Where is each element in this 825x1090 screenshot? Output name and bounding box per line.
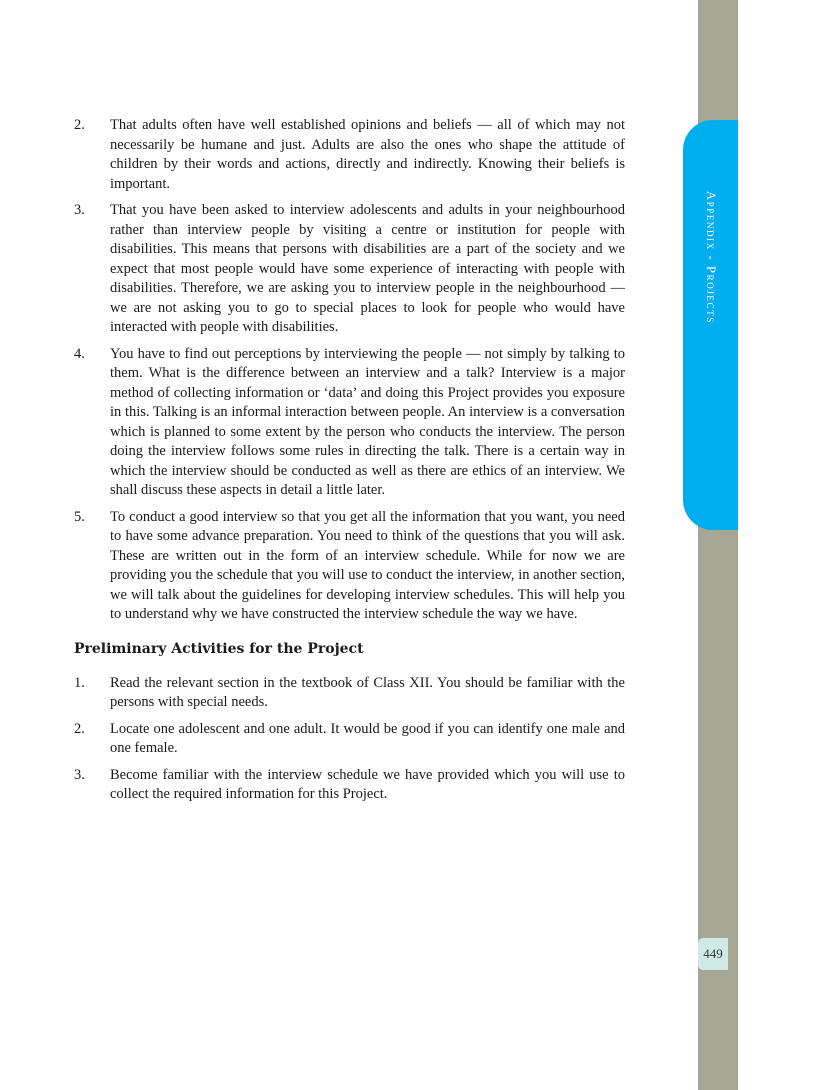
list-item xyxy=(74,345,625,501)
item-number: 3. xyxy=(74,202,85,218)
item-number: 1. xyxy=(74,674,85,691)
item-text: Become familiar with the interview schedule we have provided which you will use to collect the required information for this Project. xyxy=(110,766,625,802)
reasons-list xyxy=(74,116,625,625)
list-item xyxy=(74,508,625,625)
item-number: 2. xyxy=(74,720,85,737)
list-item xyxy=(74,720,625,759)
chapter-tab-label: Appendix - Projects xyxy=(704,191,718,324)
item-text: To conduct a good interview so that you get all the information that you want, you need to have some advance preparation. You need to think of the questions that you will ask. These are written out in the form of an interview schedule. While for now we are providing you the schedule that you will use to conduct the interview, in another section, we will talk about the guidelines for developing interview schedules. This will help you to understand why we have constructed the interview schedule the way we have. xyxy=(110,508,625,622)
item-text: Locate one adolescent and one adult. It would be good if you can identify one male and one female. xyxy=(110,720,625,756)
item-number: 2. xyxy=(74,117,85,133)
page-number: 449 xyxy=(698,938,728,970)
list-item xyxy=(74,674,625,713)
list-item xyxy=(74,766,625,805)
list-item xyxy=(74,201,625,338)
item-text: You have to find out perceptions by interviewing the people — not simply by talking to them. What is the difference between an interview and a talk? Interview is a major method of collecting information or ‘data’ and doing this Project provides you exposure in this. Talking is an informal interaction between people. An interview is a conversation which is planned to some extent by the person who conducts the interview. The person doing the interview follows some rules in directing the talk. There is a certain way in which the interview should be conducted as well as there are ethics of an interview. We shall discuss these aspects in detail a little later. xyxy=(110,345,625,498)
item-text: That you have been asked to interview adolescents and adults in your neighbourhood rather than interview people by visiting a centre or institution for people with disabilities. This means that persons with disabilities are a part of the society and we expect that most people would have some experience of interacting with people with disabilities. Therefore, we are asking you to interview people in the neighbourhood — we are not asking you to go to special places to look for people who would have interacted with people with disabilities. xyxy=(110,202,625,335)
list-item xyxy=(74,116,625,194)
activities-list xyxy=(74,674,625,805)
item-number: 5. xyxy=(74,508,85,525)
item-text: That adults often have well established opinions and beliefs — all of which may not necessarily be humane and just. Adults are also the ones who shape the attitude of children by their words and actions, directly and indirectly. Knowing their beliefs is important. xyxy=(110,117,625,192)
chapter-tab-label-wrap xyxy=(683,120,738,530)
item-number: 3. xyxy=(74,766,85,783)
item-text: Read the relevant section in the textbook of Class XII. You should be familiar with the persons with special needs. xyxy=(110,674,625,710)
item-number: 4. xyxy=(74,345,85,362)
section-heading: Preliminary Activities for the Project xyxy=(74,640,364,657)
page-content xyxy=(74,116,625,812)
